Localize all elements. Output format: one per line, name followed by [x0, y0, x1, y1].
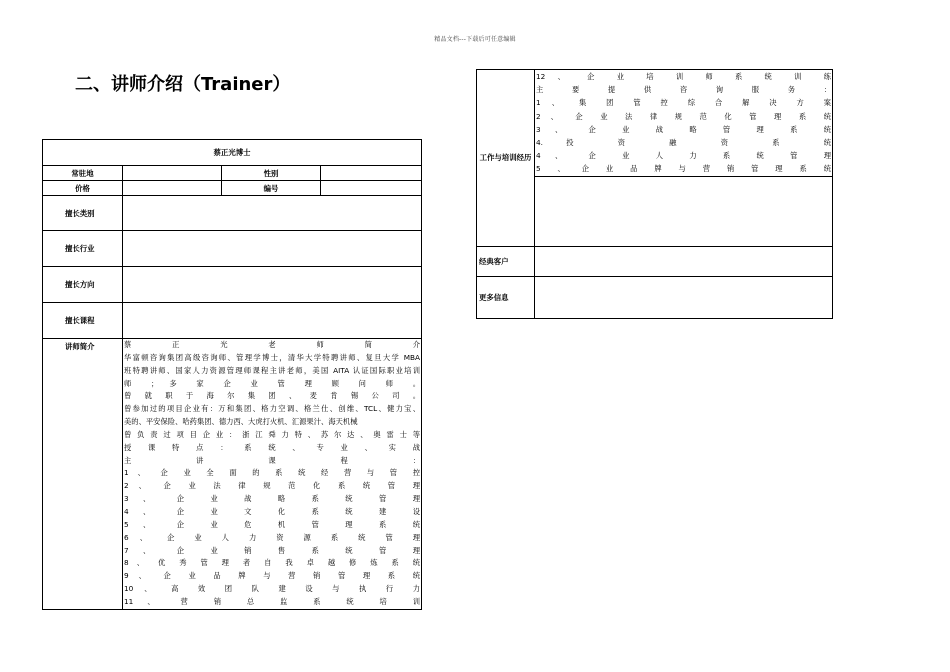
courses-value: [123, 303, 422, 339]
clients-value: [535, 246, 833, 276]
intro-label: 讲师简介: [43, 339, 123, 610]
code-value: [321, 181, 422, 196]
category-value: [123, 196, 422, 231]
intro-line: 5 、 企 业 危 机 管 理 系 统: [124, 519, 421, 529]
intro-text: [123, 339, 422, 610]
more-info-label: 更多信息: [477, 276, 535, 318]
intro-line: 美的、平安保险、哈药集团、德力西、大虎打火机、汇源果汁、海天机械: [124, 417, 358, 427]
intro-line: 曾 负 责 过 项 目 企 业 ： 浙 江 舜 力 特 、 苏 尔 达 、 奥 雷 士 等: [124, 429, 421, 439]
experience-line: 4. 投 资 融 资 系 统: [536, 138, 831, 148]
industry-value: [123, 231, 422, 267]
direction-label: 擅长方向: [43, 267, 123, 303]
experience-line: 2 、 企 业 法 律 规 范 化 管 理 系 统: [536, 111, 831, 121]
intro-line: 1 、 企 业 全 面 的 系 统 经 营 与 管 控: [124, 468, 421, 478]
gender-label: 性别: [222, 166, 321, 181]
intro-line: 曾 就 职 于 海 尔 集 团 、 麦 肯 锡 公 司 。: [124, 391, 421, 401]
section-title: 二、讲师介绍（Trainer）: [75, 74, 291, 95]
experience-line: 12 、 企 业 培 训 师 系 统 训 练: [536, 72, 831, 81]
experience-line: 主 要 提 供 咨 询 服 务 ：: [536, 85, 831, 95]
category-label: 擅长类别: [43, 196, 123, 231]
price-value: [123, 181, 222, 196]
intro-line: 6 、 企 业 人 力 资 源 系 统 管 理: [124, 532, 421, 542]
intro-line: 2 、 企 业 法 律 规 范 化 系 统 管 理: [124, 481, 421, 491]
intro-line: 4 、 企 业 文 化 系 统 建 设: [124, 506, 421, 516]
intro-line: 曾参加过的项目企业有：万和集团、格力空调、格兰仕、创维、TCL、健力宝、: [124, 404, 421, 414]
intro-line: 蔡 正 光 老 师 简 介: [124, 340, 421, 349]
intro-line: 师 ； 多 家 企 业 管 理 顾 问 师 。: [124, 378, 421, 388]
more-info-value: [535, 276, 833, 318]
watermark-text: 精品文档---下载后可任意编辑: [434, 36, 516, 43]
experience-line: 1 、 集 团 管 控 综 合 解 决 方 案: [536, 98, 831, 108]
experience-line: 4 、 企 业 人 力 系 统 管 理: [536, 151, 831, 161]
price-label: 价格: [43, 181, 123, 196]
intro-line: 主 讲 课 程 ：: [124, 455, 421, 465]
intro-line: 11 、 营 销 总 监 系 统 培 训: [124, 596, 421, 606]
experience-text: [535, 70, 833, 177]
intro-line: 7 、 企 业 销 售 系 统 管 理: [124, 545, 421, 555]
trainer-info-table: [42, 139, 422, 610]
industry-label: 擅长行业: [43, 231, 123, 267]
clients-label: 经典客户: [477, 246, 535, 276]
intro-line: 班特聘讲师、国家人力资源管理师课程主讲老师，美国 AITA 认证国际职业培训: [124, 365, 421, 375]
intro-line: 授 课 特 点 ： 系 统 、 专 业 、 实 战: [124, 442, 421, 452]
intro-line: 3 、 企 业 战 略 系 统 管 理: [124, 494, 421, 504]
gender-value: [321, 166, 422, 181]
intro-line: 8 、 优 秀 管 理 者 自 我 卓 越 修 炼 系 统: [124, 558, 421, 568]
intro-line: 华富顿咨询集团高级咨询师、管理学博士，清华大学特聘讲师、复旦大学 MBA: [124, 352, 421, 362]
code-label: 编号: [222, 181, 321, 196]
experience-label: 工作与培训经历: [477, 70, 535, 247]
residence-label: 常驻地: [43, 166, 123, 181]
intro-line: 9 、 企 业 品 牌 与 营 销 管 理 系 统: [124, 571, 421, 581]
direction-value: [123, 267, 422, 303]
experience-line: 5、企业品牌与营销管理系统: [536, 164, 831, 174]
intro-line: 10 、 高 效 团 队 建 设 与 执 行 力: [124, 584, 421, 594]
courses-label: 擅长课程: [43, 303, 123, 339]
residence-value: [123, 166, 222, 181]
trainer-experience-table: [476, 69, 833, 319]
experience-line: 3 、 企 业 战 略 管 理 系 统: [536, 124, 831, 134]
trainer-name: 蔡正光博士: [43, 140, 422, 166]
experience-value: [535, 176, 833, 246]
